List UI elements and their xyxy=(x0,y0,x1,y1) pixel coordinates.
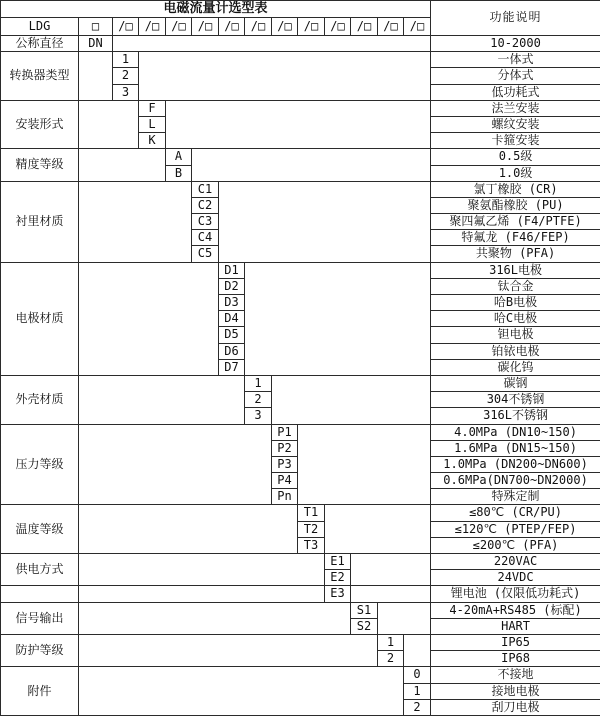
option-code: 0 xyxy=(404,667,431,683)
staircase-empty-left xyxy=(79,149,166,181)
option-code: P3 xyxy=(272,456,298,472)
option-description: 共聚物 (PFA) xyxy=(431,246,600,262)
option-code: D6 xyxy=(219,343,245,359)
option-description: ≤80℃ (CR/PU) xyxy=(431,505,600,521)
option-code: 1 xyxy=(245,375,272,391)
option-code: E1 xyxy=(325,554,351,570)
option-code: A xyxy=(166,149,192,165)
staircase-empty-right xyxy=(404,634,431,666)
option-code: 3 xyxy=(245,408,272,424)
code-box-placeholder: □ xyxy=(79,18,113,36)
code-box-placeholder: /□ xyxy=(351,18,378,36)
option-description: 0.5级 xyxy=(431,149,600,165)
option-description: 接地电极 xyxy=(431,683,600,699)
option-description: 氯丁橡胶 (CR) xyxy=(431,181,600,197)
option-code: DN xyxy=(79,36,113,52)
staircase-empty-right xyxy=(192,149,431,181)
code-box-placeholder: /□ xyxy=(404,18,431,36)
option-code: C4 xyxy=(192,230,219,246)
staircase-empty-left xyxy=(79,424,272,505)
code-box-placeholder: /□ xyxy=(219,18,245,36)
option-code: D2 xyxy=(219,278,245,294)
option-code: D4 xyxy=(219,311,245,327)
option-description: IP68 xyxy=(431,651,600,667)
option-code: Pn xyxy=(272,489,298,505)
option-description: 1.0级 xyxy=(431,165,600,181)
option-description: 螺纹安装 xyxy=(431,116,600,132)
option-code: 3 xyxy=(113,84,139,100)
option-description: 220VAC xyxy=(431,554,600,570)
option-description: 哈B电极 xyxy=(431,295,600,311)
option-description: 低功耗式 xyxy=(431,84,600,100)
staircase-empty-right xyxy=(351,554,431,586)
staircase-empty-left xyxy=(79,505,298,554)
option-code: L xyxy=(139,116,166,132)
option-description: 钽电极 xyxy=(431,327,600,343)
option-description: 1.6MPa (DN15~150) xyxy=(431,440,600,456)
option-description: 哈C电极 xyxy=(431,311,600,327)
option-code: P2 xyxy=(272,440,298,456)
code-box-placeholder: /□ xyxy=(245,18,272,36)
option-description: 钛合金 xyxy=(431,278,600,294)
option-description: 锂电池 (仅限低功耗式) xyxy=(431,586,600,602)
option-code: D1 xyxy=(219,262,245,278)
option-code: 2 xyxy=(378,651,404,667)
function-description-header: 功能说明 xyxy=(431,1,600,36)
code-box-placeholder: /□ xyxy=(298,18,325,36)
option-description: 法兰安装 xyxy=(431,100,600,116)
code-box-placeholder: /□ xyxy=(192,18,219,36)
staircase-empty-left xyxy=(79,52,113,101)
option-code: C5 xyxy=(192,246,219,262)
option-description: 刮刀电极 xyxy=(431,699,600,715)
option-code: P1 xyxy=(272,424,298,440)
option-code: C2 xyxy=(192,197,219,213)
staircase-empty-left xyxy=(79,667,404,716)
option-code: D3 xyxy=(219,295,245,311)
group-label: 信号输出 xyxy=(1,602,79,634)
option-description: 分体式 xyxy=(431,68,600,84)
code-box-placeholder: /□ xyxy=(166,18,192,36)
code-box-placeholder: /□ xyxy=(378,18,404,36)
option-code: 1 xyxy=(378,634,404,650)
option-code: D5 xyxy=(219,327,245,343)
group-label: 外壳材质 xyxy=(1,375,79,424)
option-description: 1.0MPa (DN200~DN600) xyxy=(431,456,600,472)
option-code: D7 xyxy=(219,359,245,375)
staircase-empty-left xyxy=(79,554,325,586)
table-title: 电磁流量计选型表 xyxy=(1,1,431,18)
option-code: 2 xyxy=(245,392,272,408)
code-box-placeholder: /□ xyxy=(113,18,139,36)
option-code: T3 xyxy=(298,537,325,553)
option-description: 碳钢 xyxy=(431,375,600,391)
group-label: 温度等级 xyxy=(1,505,79,554)
code-box-placeholder: /□ xyxy=(325,18,351,36)
model-prefix: LDG xyxy=(1,18,79,36)
option-description: 特氟龙 (F46/FEP) xyxy=(431,230,600,246)
option-description: 不接地 xyxy=(431,667,600,683)
option-code: T1 xyxy=(298,505,325,521)
option-description: IP65 xyxy=(431,634,600,650)
group-label: 公称直径 xyxy=(1,36,79,52)
group-label: 精度等级 xyxy=(1,149,79,181)
code-box-placeholder: /□ xyxy=(139,18,166,36)
group-label: 防护等级 xyxy=(1,634,79,666)
staircase-empty-left xyxy=(79,375,245,424)
option-description: 卡箍安装 xyxy=(431,133,600,149)
option-code: 2 xyxy=(113,68,139,84)
staircase-empty-right xyxy=(351,586,431,602)
option-description: 特殊定制 xyxy=(431,489,600,505)
group-label: 附件 xyxy=(1,667,79,716)
staircase-empty-right xyxy=(113,36,431,52)
option-code: C1 xyxy=(192,181,219,197)
staircase-empty-right xyxy=(325,505,431,554)
group-label: 转换器类型 xyxy=(1,52,79,101)
staircase-empty-right xyxy=(166,100,431,149)
option-description: 316L不锈钢 xyxy=(431,408,600,424)
code-box-placeholder: /□ xyxy=(272,18,298,36)
option-description: 10-2000 xyxy=(431,36,600,52)
staircase-empty-left xyxy=(79,634,378,666)
group-label: 安装形式 xyxy=(1,100,79,149)
option-description: 聚四氟乙烯 (F4/PTFE) xyxy=(431,214,600,230)
option-code: E2 xyxy=(325,570,351,586)
group-label: 压力等级 xyxy=(1,424,79,505)
staircase-empty-left xyxy=(79,100,139,149)
staircase-empty-right xyxy=(219,181,431,262)
group-label-empty xyxy=(1,586,79,602)
option-code: C3 xyxy=(192,214,219,230)
group-label: 衬里材质 xyxy=(1,181,79,262)
staircase-empty-left xyxy=(79,602,351,634)
staircase-empty-right xyxy=(245,262,431,375)
staircase-empty-left xyxy=(79,181,192,262)
group-label: 电极材质 xyxy=(1,262,79,375)
staircase-empty-left xyxy=(79,262,219,375)
option-code: P4 xyxy=(272,473,298,489)
staircase-empty-right xyxy=(378,602,431,634)
staircase-empty-left xyxy=(79,586,325,602)
staircase-empty-right xyxy=(272,375,431,424)
option-description: 4-20mA+RS485 (标配) xyxy=(431,602,600,618)
option-description: 0.6MPa(DN700~DN2000) xyxy=(431,473,600,489)
option-code: S1 xyxy=(351,602,378,618)
staircase-empty-right xyxy=(298,424,431,505)
option-code: B xyxy=(166,165,192,181)
option-code: 2 xyxy=(404,699,431,715)
option-description: 4.0MPa (DN10~150) xyxy=(431,424,600,440)
option-code: 1 xyxy=(113,52,139,68)
option-description: 铂铱电极 xyxy=(431,343,600,359)
option-code: E3 xyxy=(325,586,351,602)
option-code: F xyxy=(139,100,166,116)
option-description: 一体式 xyxy=(431,52,600,68)
option-description: ≤120℃ (PTEP/FEP) xyxy=(431,521,600,537)
option-code: T2 xyxy=(298,521,325,537)
option-description: HART xyxy=(431,618,600,634)
option-code: S2 xyxy=(351,618,378,634)
option-description: ≤200℃ (PFA) xyxy=(431,537,600,553)
option-code: K xyxy=(139,133,166,149)
group-label: 供电方式 xyxy=(1,554,79,586)
option-description: 聚氨酯橡胶 (PU) xyxy=(431,197,600,213)
option-description: 304不锈钢 xyxy=(431,392,600,408)
option-description: 24VDC xyxy=(431,570,600,586)
staircase-empty-right xyxy=(139,52,431,101)
option-description: 碳化钨 xyxy=(431,359,600,375)
option-description: 316L电极 xyxy=(431,262,600,278)
option-code: 1 xyxy=(404,683,431,699)
